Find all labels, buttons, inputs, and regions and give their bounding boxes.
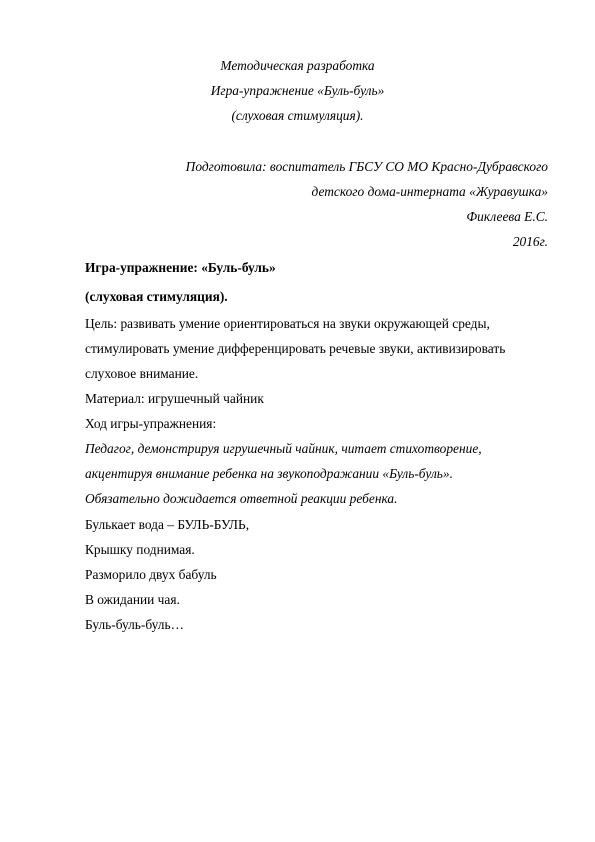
- author-line-2: детского дома-интерната «Журавушка»: [311, 184, 548, 199]
- poem-line-5: Буль-буль-буль…: [85, 617, 184, 632]
- poem-line-1: Булькает вода – БУЛЬ-БУЛЬ,: [85, 517, 250, 532]
- header-line-1: Методическая разработка: [220, 58, 375, 73]
- goal-line-1: Цель: развивать умение ориентироваться на звуки окружающей среды,: [85, 316, 490, 331]
- author-name: Фиклеева Е.С.: [466, 209, 548, 224]
- instruction-line-1: Педагог, демонстрируя игрушечный чайник, читает стихотворение,: [85, 441, 482, 456]
- course-line: Ход игры-упражнения:: [85, 416, 217, 431]
- poem-line-2: Крышку поднимая.: [85, 542, 195, 557]
- instruction-line-2: акцентируя внимание ребенка на звукоподражании «Буль-буль».: [85, 466, 453, 481]
- goal-line-3: слуховое внимание.: [85, 366, 199, 381]
- poem-line-3: Разморило двух бабуль: [85, 567, 217, 582]
- section-subtitle: (слуховая стимуляция).: [85, 289, 228, 304]
- header-line-2: Игра-упражнение «Буль-буль»: [210, 83, 385, 98]
- header-line-3: (слуховая стимуляция).: [231, 108, 364, 123]
- poem-line-4: В ожидании чая.: [85, 592, 180, 607]
- material-line: Материал: игрушечный чайник: [85, 391, 264, 406]
- section-title: Игра-упражнение: «Буль-буль»: [85, 260, 276, 275]
- author-line-1: Подготовила: воспитатель ГБСУ СО МО Красно-Дубравского: [185, 159, 548, 174]
- goal-line-2: стимулировать умение дифференцировать речевые звуки, активизировать: [85, 341, 506, 356]
- author-year: 2016г.: [512, 234, 548, 249]
- instruction-line-3: Обязательно дожидается ответной реакции ребенка.: [85, 491, 398, 506]
